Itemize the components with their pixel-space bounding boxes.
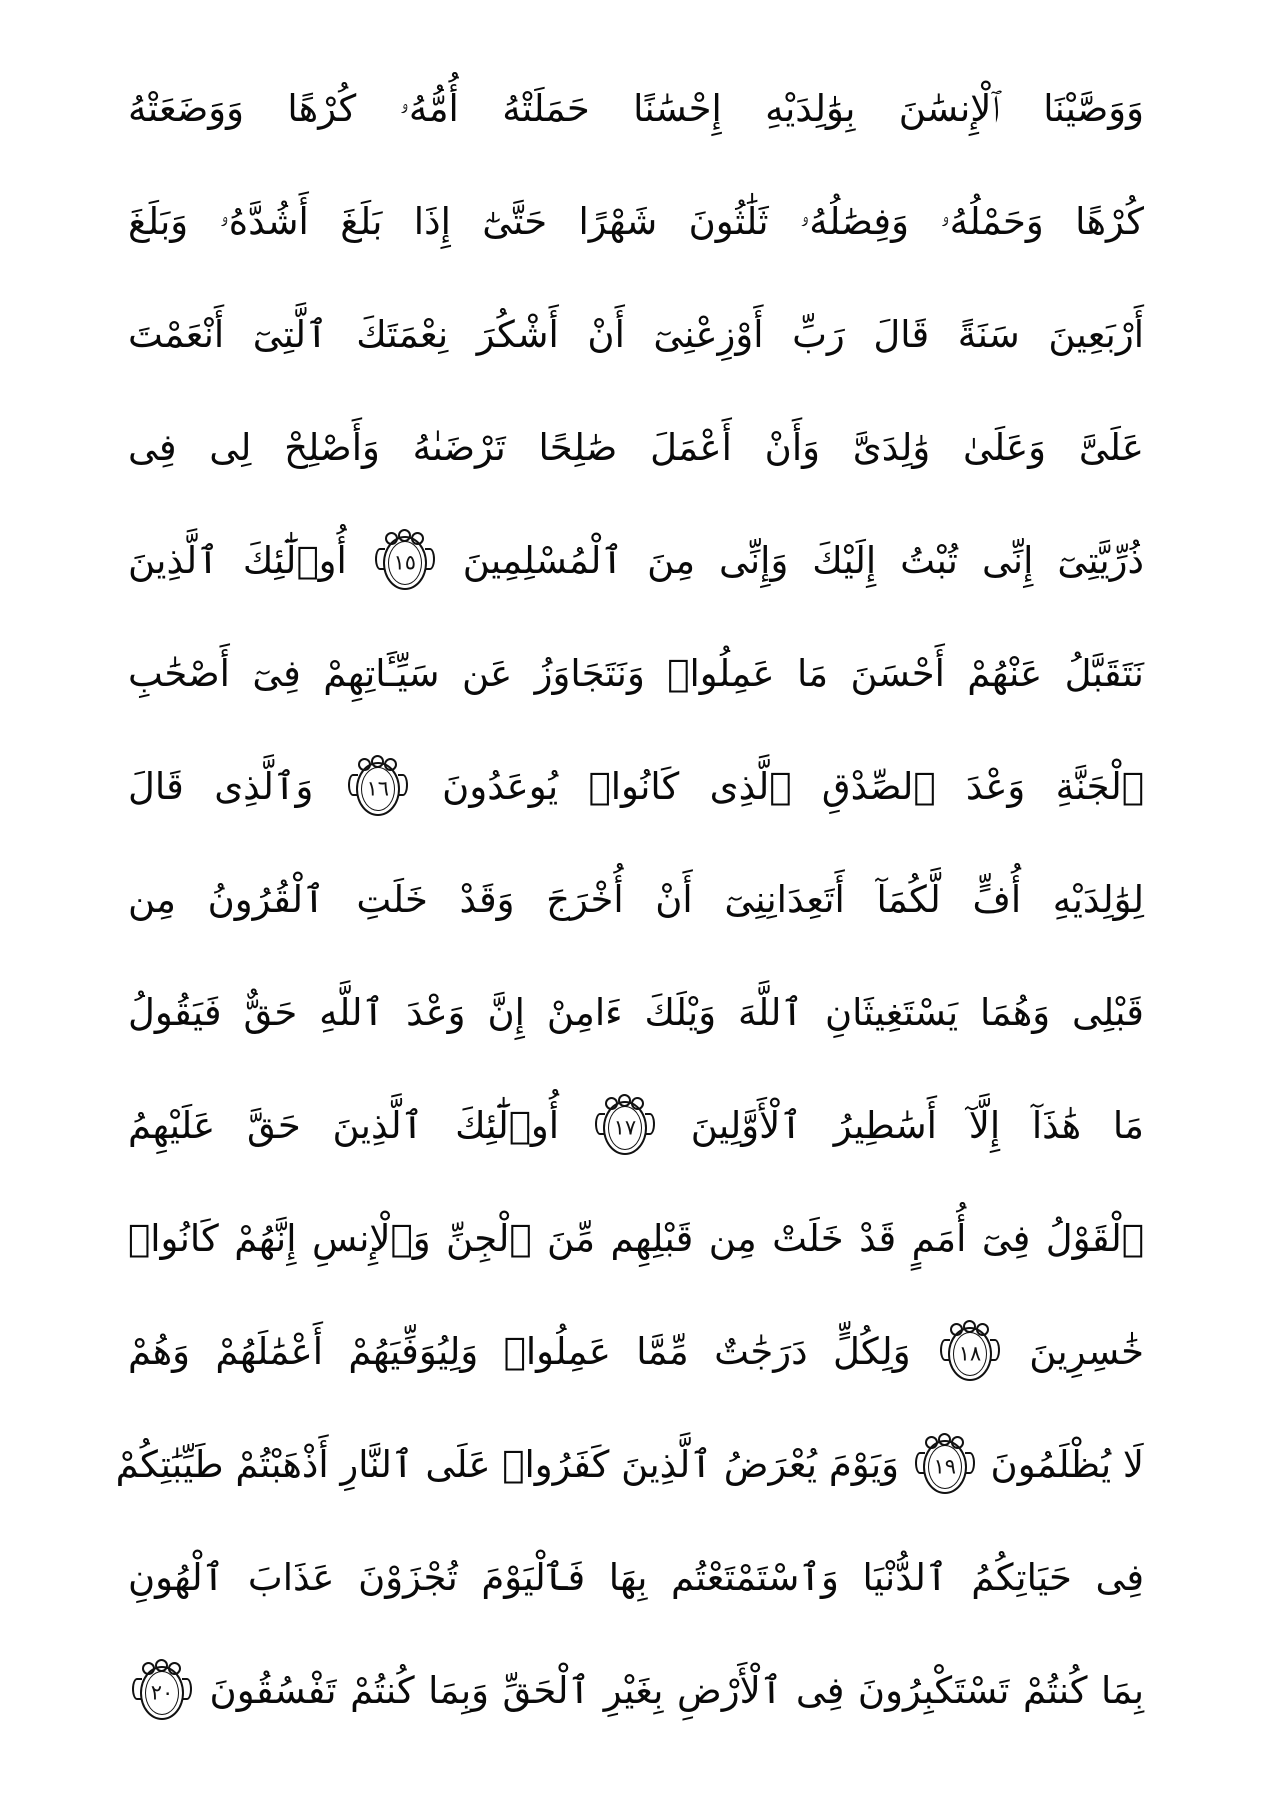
quran-line	[128, 1634, 1144, 1747]
quran-line	[128, 1521, 1144, 1634]
quran-text-block	[115, 52, 1145, 1770]
quran-line	[128, 1182, 1144, 1295]
quran-line	[128, 617, 1144, 730]
ayah-text: ٱلْجَنَّةِ وَعْدَ ٱلصِّدْقِ ٱلَّذِى كَانُوا۟ يُوعَدُونَ	[442, 765, 1145, 808]
ayah-text-after: وَٱلَّذِى قَالَ	[128, 765, 314, 808]
ayah-text-after: أُو۟لَٰٓئِكَ ٱلَّذِينَ	[128, 539, 347, 582]
ayah-text: خَٰسِرِينَ	[1029, 1330, 1145, 1373]
quran-line	[115, 1408, 1144, 1521]
ayah-text: عَلَىَّ وَعَلَىٰ وَٰلِدَىَّ وَأَنْ أَعْمَلَ صَٰلِحًا تَرْضَىٰهُ وَأَصْلِحْ لِى فِى	[128, 426, 1144, 469]
quran-line	[128, 1295, 1144, 1408]
ayah-text: لِوَٰلِدَيْهِ أُفٍّ لَّكُمَآ أَتَعِدَانِنِىٓ أَنْ أُخْرَجَ وَقَدْ خَلَتِ ٱلْقُرُونُ مِن	[128, 878, 1144, 921]
ayah-end-marker-17	[598, 1099, 652, 1157]
ayah-text: لَا يُظْلَمُونَ	[990, 1443, 1144, 1486]
quran-line	[128, 843, 1144, 956]
ayah-text: فِى حَيَاتِكُمُ ٱلدُّنْيَا وَٱسْتَمْتَعْتُم بِهَا فَٱلْيَوْمَ تُجْزَوْنَ عَذَابَ ٱلْهُونِ	[128, 1556, 1144, 1599]
ayah-end-marker-19	[918, 1438, 972, 1496]
ayah-text: كُرْهًا وَحَمْلُهُۥ وَفِصَٰلُهُۥ ثَلَٰثُونَ شَهْرًا حَتَّىٰٓ إِذَا بَلَغَ أَشُدَّهُۥ وَبَلَغَ	[128, 200, 1144, 243]
ayah-text: ٱلْقَوْلُ فِىٓ أُمَمٍ قَدْ خَلَتْ مِن قَبْلِهِم مِّنَ ٱلْجِنِّ وَٱلْإِنسِ إِنَّهُمْ كَانُوا۟	[128, 1217, 1144, 1260]
ayah-number: ١٦	[366, 776, 390, 800]
ayah-text-after: وَلِكُلٍّ دَرَجَٰتٌ مِّمَّا عَمِلُوا۟ وَلِيُوَفِّيَهُمْ أَعْمَٰلَهُمْ وَهُمْ	[128, 1330, 911, 1373]
ayah-text: وَوَصَّيْنَا ٱلْإِنسَٰنَ بِوَٰلِدَيْهِ إِحْسَٰنًا حَمَلَتْهُ أُمُّهُۥ كُرْهًا وَوَضَعَتْهُ	[128, 87, 1144, 130]
ayah-number: ١٧	[613, 1115, 637, 1139]
ayah-number: ١٥	[393, 550, 417, 574]
ayah-text: قَبْلِى وَهُمَا يَسْتَغِيثَانِ ٱللَّهَ وَيْلَكَ ءَامِنْ إِنَّ وَعْدَ ٱللَّهِ حَقٌّ فَيَقُولُ	[128, 991, 1144, 1034]
ayah-end-marker-15	[378, 534, 432, 592]
quran-line	[128, 956, 1144, 1069]
ayah-text-after: وَيَوْمَ يُعْرَضُ ٱلَّذِينَ كَفَرُوا۟ عَلَى ٱلنَّارِ أَذْهَبْتُمْ طَيِّبَٰتِكُمْ	[115, 1443, 900, 1486]
quran-line	[128, 165, 1144, 278]
ayah-number: ١٩	[933, 1454, 957, 1478]
ayah-text: ذُرِّيَّتِىٓ إِنِّى تُبْتُ إِلَيْكَ وَإِنِّى مِنَ ٱلْمُسْلِمِينَ	[462, 539, 1144, 582]
ayah-end-marker-20	[135, 1664, 189, 1722]
ayah-text: نَتَقَبَّلُ عَنْهُمْ أَحْسَنَ مَا عَمِلُوا۟ وَنَتَجَاوَزُ عَن سَيِّـَٔاتِهِمْ فِىٓ أَصْحَٰبِ	[128, 652, 1144, 695]
ayah-text: بِمَا كُنتُمْ تَسْتَكْبِرُونَ فِى ٱلْأَرْضِ بِغَيْرِ ٱلْحَقِّ وَبِمَا كُنتُمْ تَفْسُقُونَ	[209, 1669, 1144, 1712]
quran-line	[128, 1069, 1144, 1182]
quran-line	[128, 730, 1144, 843]
ayah-text: أَرْبَعِينَ سَنَةً قَالَ رَبِّ أَوْزِعْنِىٓ أَنْ أَشْكُرَ نِعْمَتَكَ ٱلَّتِىٓ أَنْعَمْتَ	[128, 313, 1144, 356]
ayah-number: ٢٠	[150, 1680, 174, 1704]
ayah-text-after: أُو۟لَٰٓئِكَ ٱلَّذِينَ حَقَّ عَلَيْهِمُ	[128, 1104, 560, 1147]
quran-line	[128, 391, 1144, 504]
ayah-text: مَا هَٰذَآ إِلَّآ أَسَٰطِيرُ ٱلْأَوَّلِينَ	[690, 1104, 1145, 1147]
ayah-number: ١٨	[958, 1341, 982, 1365]
quran-line	[128, 504, 1144, 617]
ayah-end-marker-16	[351, 760, 405, 818]
quran-line	[128, 278, 1144, 391]
quran-line	[128, 52, 1144, 165]
ayah-end-marker-18	[943, 1325, 997, 1383]
